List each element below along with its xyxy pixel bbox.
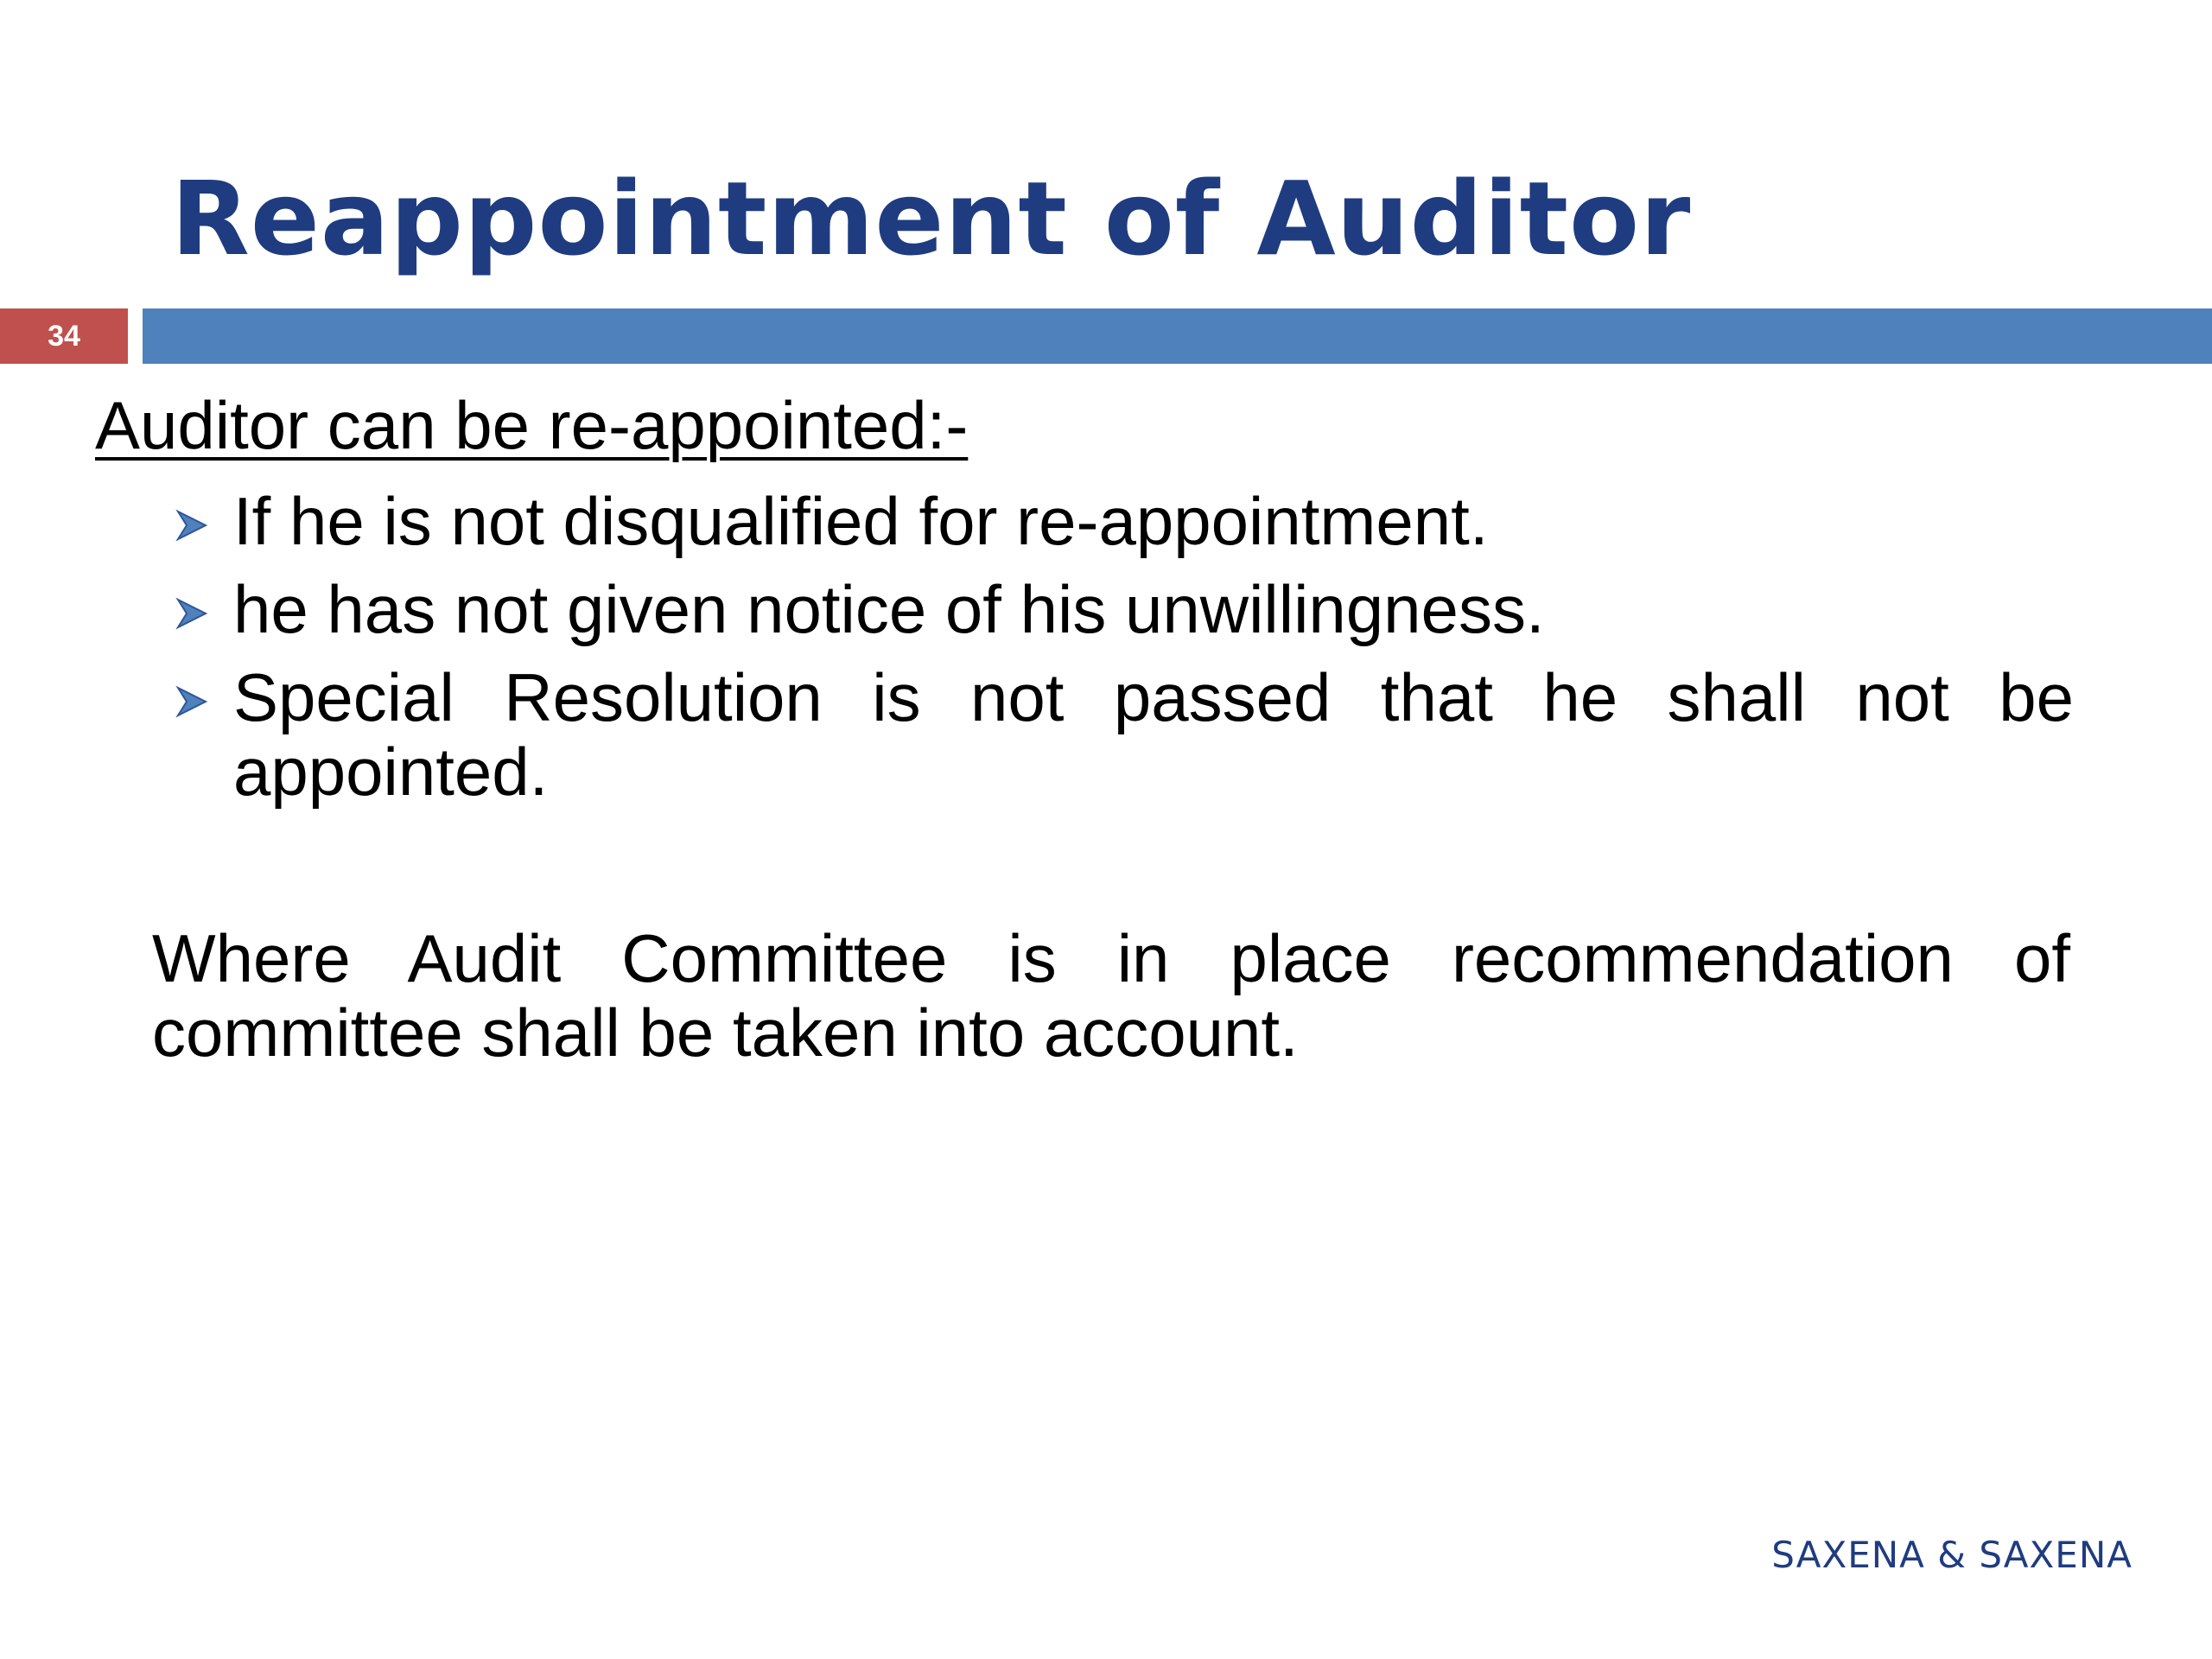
footer-brand: SAXENA & SAXENA (1771, 1534, 2133, 1576)
committee-paragraph: Where Audit Committee is in place recommendation of committee shall be taken into account. (152, 920, 2070, 1071)
arrow-bullet-icon (175, 508, 209, 543)
slide-title: Reappointment of Auditor (171, 159, 1692, 278)
bullet-text: he has not given notice of his unwillingness. (233, 571, 1545, 647)
slide-content (95, 380, 2117, 1070)
bullet-item (95, 484, 2074, 558)
bullet-item (95, 660, 2074, 809)
slide-number-badge: 34 (0, 308, 128, 364)
arrow-bullet-icon (175, 684, 209, 719)
bullet-text: If he is not disqualified for re-appointment. (233, 483, 1489, 559)
bullet-list (95, 484, 2117, 809)
lead-heading: Auditor can be re-appointed:- (95, 387, 969, 463)
bullet-text: Special Resolution is not passed that he shall not be appointed. (233, 659, 2074, 810)
arrow-bullet-icon (175, 596, 209, 631)
title-underline-bar (143, 308, 2212, 364)
bullet-item (95, 572, 2074, 646)
